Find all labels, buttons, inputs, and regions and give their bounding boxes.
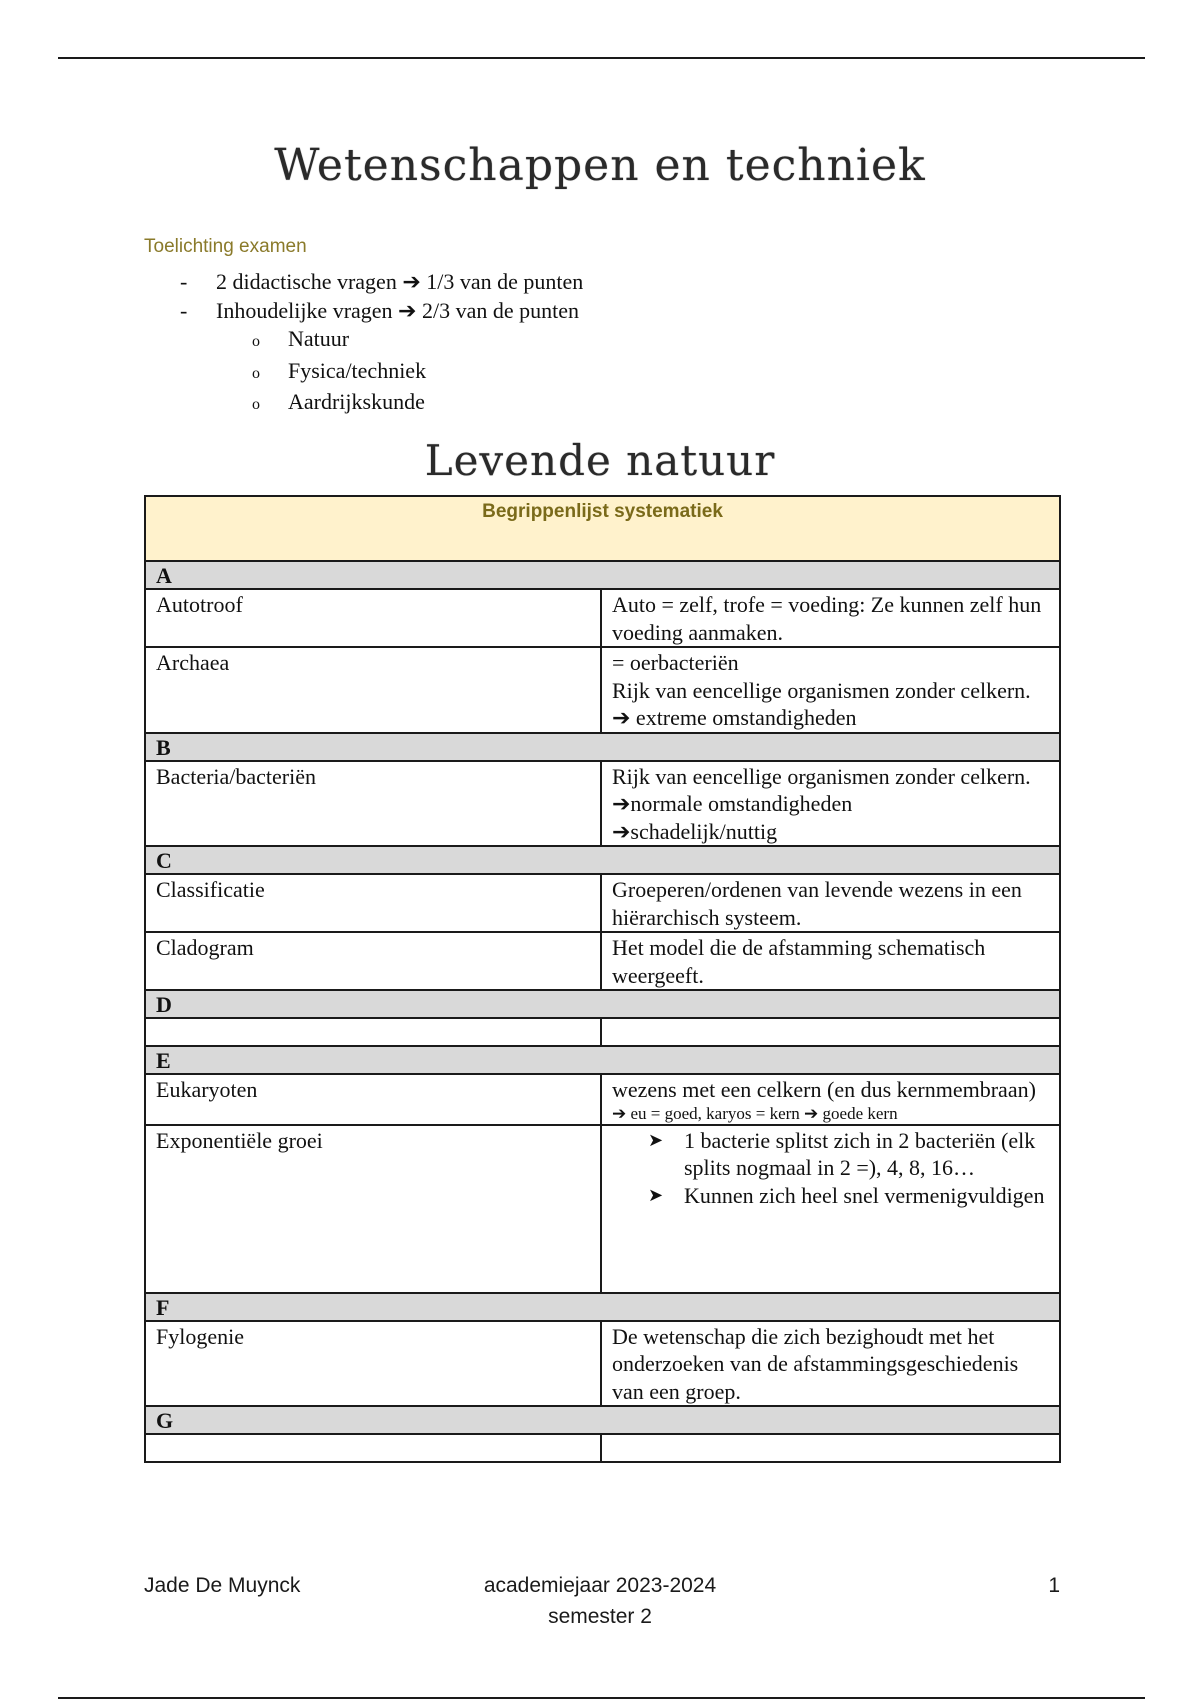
term-cell (145, 1018, 601, 1046)
table-row (145, 761, 1060, 847)
definition-cell (601, 1125, 1060, 1293)
table-row (145, 589, 1060, 647)
table-row (145, 1074, 1060, 1125)
term-cell: Fylogenie (145, 1321, 601, 1407)
letter-row-c: C (145, 846, 1060, 874)
term-cell: Bacteria/bacteriën (145, 761, 601, 847)
table-row (145, 1434, 1060, 1462)
letter-row-f: F (145, 1293, 1060, 1321)
section-title: Levende natuur (424, 436, 776, 485)
table-title: Begrippenlijst systematiek (145, 496, 1060, 561)
glossary-table (144, 495, 1061, 1463)
term-cell: Eukaryoten (145, 1074, 601, 1125)
letter-row-g: G (145, 1406, 1060, 1434)
definition-cell: Rijk van eencellige organismen zonder celkern. ➔normale omstandigheden ➔schadelijk/nuttig (601, 761, 1060, 847)
list-item: ➤ Kunnen zich heel snel vermenigvuldigen (648, 1182, 1045, 1208)
definition-cell (601, 1018, 1060, 1046)
arrow-bullet-icon: ➤ (648, 1129, 664, 1150)
table-row (145, 874, 1060, 932)
term-cell (145, 1434, 601, 1462)
letter-row-d: D (145, 990, 1060, 1018)
term-cell: Classificatie (145, 874, 601, 932)
definition-cell: Groeperen/ordenen van levende wezens in een hiërarchisch systeem. (601, 874, 1060, 932)
list-item: - 2 didactische vragen ➔ 1/3 van de punten (180, 269, 584, 294)
arrow-bullet-icon: ➤ (648, 1184, 664, 1205)
table-row (145, 1321, 1060, 1407)
term-cell: Exponentiële groei (145, 1125, 601, 1293)
term-cell: Autotroof (145, 589, 601, 647)
term-cell: Cladogram (145, 932, 601, 990)
footer-author: Jade De Muynck (144, 1574, 301, 1597)
definition-cell: wezens met een celkern (en dus kernmembraan) ➔ eu = goed, karyos = kern ➔ goede kern (601, 1074, 1060, 1125)
page-title: Wetenschappen en techniek (274, 140, 926, 191)
page-number: 1 (1048, 1574, 1060, 1597)
definition-cell: Auto = zelf, trofe = voeding: Ze kunnen zelf hun voeding aanmaken. (601, 589, 1060, 647)
list-item: o Aardrijkskunde (252, 389, 425, 414)
footer-rule (58, 1697, 1145, 1699)
list-item: - Inhoudelijke vragen ➔ 2/3 van de punten (180, 297, 579, 323)
list-item: o Fysica/techniek (252, 357, 427, 383)
header-rule (58, 57, 1145, 59)
definition-cell (601, 1434, 1060, 1462)
table-row (145, 932, 1060, 990)
table-row (145, 1018, 1060, 1046)
exam-bullet-list (180, 268, 583, 420)
footer-year: academiejaar 2023-2024 (483, 1574, 717, 1597)
intro-heading: Toelichting examen (144, 236, 307, 257)
table-row (145, 1125, 1060, 1293)
term-cell: Archaea (145, 647, 601, 733)
definition-cell: Het model die de afstamming schematisch weergeeft. (601, 932, 1060, 990)
list-item: o Natuur (252, 326, 350, 351)
footer-academic-year (400, 1570, 800, 1632)
letter-row-a: A (145, 561, 1060, 589)
table-row (145, 647, 1060, 733)
definition-cell: = oerbacteriën Rijk van eencellige organismen zonder celkern. ➔ extreme omstandigheden (601, 647, 1060, 733)
list-item: ➤ 1 bacterie splitst zich in 2 bacteriën (elk splits nogmaal in 2 =), 4, 8, 16… (648, 1127, 1036, 1180)
letter-row-b: B (145, 733, 1060, 761)
letter-row-e: E (145, 1046, 1060, 1074)
definition-cell: De wetenschap die zich bezighoudt met het onderzoeken van de afstammingsgeschiedenis van een groep. (601, 1321, 1060, 1407)
footer-semester: semester 2 (548, 1605, 652, 1628)
